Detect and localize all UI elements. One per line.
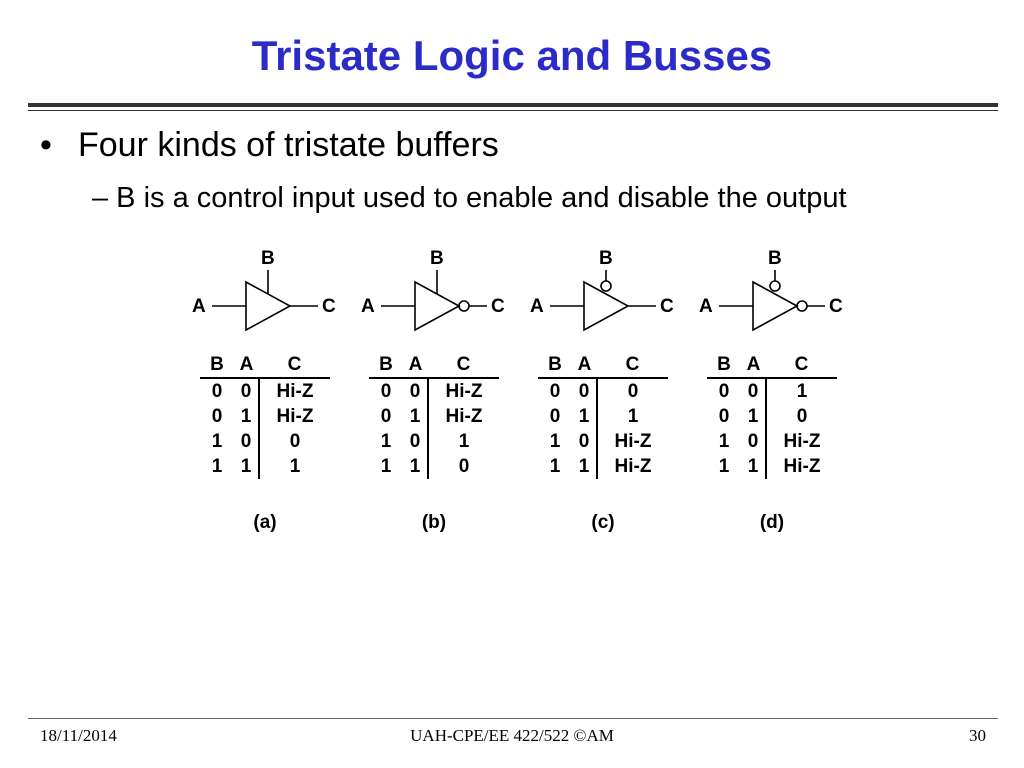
buffer-panel-c (518, 244, 688, 544)
buffer-symbol-a (180, 244, 350, 354)
control-label: B (599, 248, 613, 269)
cell: 1 (718, 456, 730, 477)
cell: Hi-Z (445, 381, 483, 402)
buffer-panel-a (180, 244, 350, 544)
cell: 1 (403, 454, 428, 479)
cell: 1 (741, 454, 766, 479)
output-label: C (829, 296, 843, 317)
table-row (200, 454, 330, 479)
table-row (538, 429, 668, 454)
panel-label-c: (c) (591, 512, 615, 533)
buffer-panel-b (349, 244, 519, 544)
truth-table-d (707, 352, 837, 479)
table-row (369, 454, 499, 479)
cell: 1 (572, 454, 597, 479)
cell: 0 (211, 406, 223, 427)
bullet-level-1 (40, 126, 499, 165)
table-row (369, 404, 499, 429)
cell: 1 (380, 431, 392, 452)
cell: Hi-Z (783, 456, 821, 477)
cell: 0 (234, 378, 259, 404)
buffer-symbol-d (687, 244, 857, 354)
buffer-symbol-c (518, 244, 688, 354)
cell: 1 (718, 431, 730, 452)
cell: 1 (289, 456, 301, 477)
cell: 0 (403, 429, 428, 454)
bullet-level-2: – B is a control input used to enable and disable the output (92, 182, 847, 214)
slide-title: Tristate Logic and Busses (251, 32, 773, 79)
cell: 1 (211, 431, 223, 452)
control-label: B (768, 248, 782, 269)
panel-label-b: (b) (421, 512, 447, 533)
output-label: C (660, 296, 674, 317)
cell: Hi-Z (276, 406, 314, 427)
title-divider-thin (28, 110, 998, 111)
bullet-level-1-text: Four kinds of tristate buffers (78, 126, 499, 164)
cell: 1 (741, 404, 766, 429)
panel-label-d: (d) (759, 512, 785, 533)
cell: 0 (741, 378, 766, 404)
cell: 0 (549, 406, 561, 427)
cell: Hi-Z (614, 456, 652, 477)
output-label: C (322, 296, 336, 317)
control-bubble (601, 281, 611, 291)
cell: 0 (403, 378, 428, 404)
header-b: B (538, 352, 572, 378)
header-b: B (369, 352, 403, 378)
table-row (707, 429, 837, 454)
table-row (200, 404, 330, 429)
truth-table-a (200, 352, 330, 479)
table-row (369, 378, 499, 404)
footer-date: 18/11/2014 (40, 726, 117, 745)
bullet-dot-icon: • (40, 126, 52, 164)
truth-table-c (538, 352, 668, 479)
footer-course: UAH-CPE/EE 422/522 ©AM (410, 726, 614, 745)
header-c: C (259, 352, 330, 378)
table-row (707, 454, 837, 479)
cell: 0 (741, 429, 766, 454)
table-row (538, 404, 668, 429)
cell: 0 (289, 431, 301, 452)
header-c: C (597, 352, 668, 378)
cell: Hi-Z (445, 406, 483, 427)
header-a: A (403, 352, 428, 378)
cell: 0 (380, 381, 392, 402)
control-label: B (430, 248, 444, 269)
title-divider-thick (28, 103, 998, 107)
buffer-panel-d (687, 244, 857, 544)
header-c: C (428, 352, 499, 378)
cell: Hi-Z (614, 431, 652, 452)
input-label: A (530, 296, 544, 317)
table-row (707, 378, 837, 404)
cell: 1 (211, 456, 223, 477)
input-label: A (699, 296, 713, 317)
buffer-symbol-b (349, 244, 519, 354)
panel-label-a: (a) (253, 512, 277, 533)
footer-page-number: 30 (969, 726, 986, 745)
output-label: C (491, 296, 505, 317)
cell: 0 (572, 378, 597, 404)
header-b: B (200, 352, 234, 378)
table-row (200, 378, 330, 404)
cell: 0 (572, 429, 597, 454)
header-b: B (707, 352, 741, 378)
input-label: A (192, 296, 206, 317)
truth-table-b (369, 352, 499, 479)
header-a: A (741, 352, 766, 378)
cell: 1 (458, 431, 470, 452)
header-a: A (234, 352, 259, 378)
control-bubble (770, 281, 780, 291)
cell: 0 (796, 406, 808, 427)
table-row (538, 378, 668, 404)
cell: 1 (572, 404, 597, 429)
table-row (200, 429, 330, 454)
cell: 1 (234, 454, 259, 479)
table-row (538, 454, 668, 479)
input-label: A (361, 296, 375, 317)
buffer-triangle (584, 282, 628, 330)
footer-divider (28, 718, 998, 719)
cell: 1 (403, 404, 428, 429)
cell: 0 (718, 406, 730, 427)
table-row (707, 404, 837, 429)
cell: 0 (380, 406, 392, 427)
cell: 0 (234, 429, 259, 454)
cell: Hi-Z (783, 431, 821, 452)
cell: 0 (458, 456, 470, 477)
cell: 1 (234, 404, 259, 429)
cell: 0 (627, 381, 639, 402)
header-a: A (572, 352, 597, 378)
cell: 1 (380, 456, 392, 477)
buffer-triangle (753, 282, 797, 330)
cell: 1 (549, 456, 561, 477)
cell: 0 (718, 381, 730, 402)
cell: 0 (549, 381, 561, 402)
cell: 0 (211, 381, 223, 402)
header-c: C (766, 352, 837, 378)
cell: Hi-Z (276, 381, 314, 402)
cell: 1 (549, 431, 561, 452)
table-row (369, 429, 499, 454)
control-label: B (261, 248, 275, 269)
cell: 1 (796, 381, 808, 402)
cell: 1 (627, 406, 639, 427)
